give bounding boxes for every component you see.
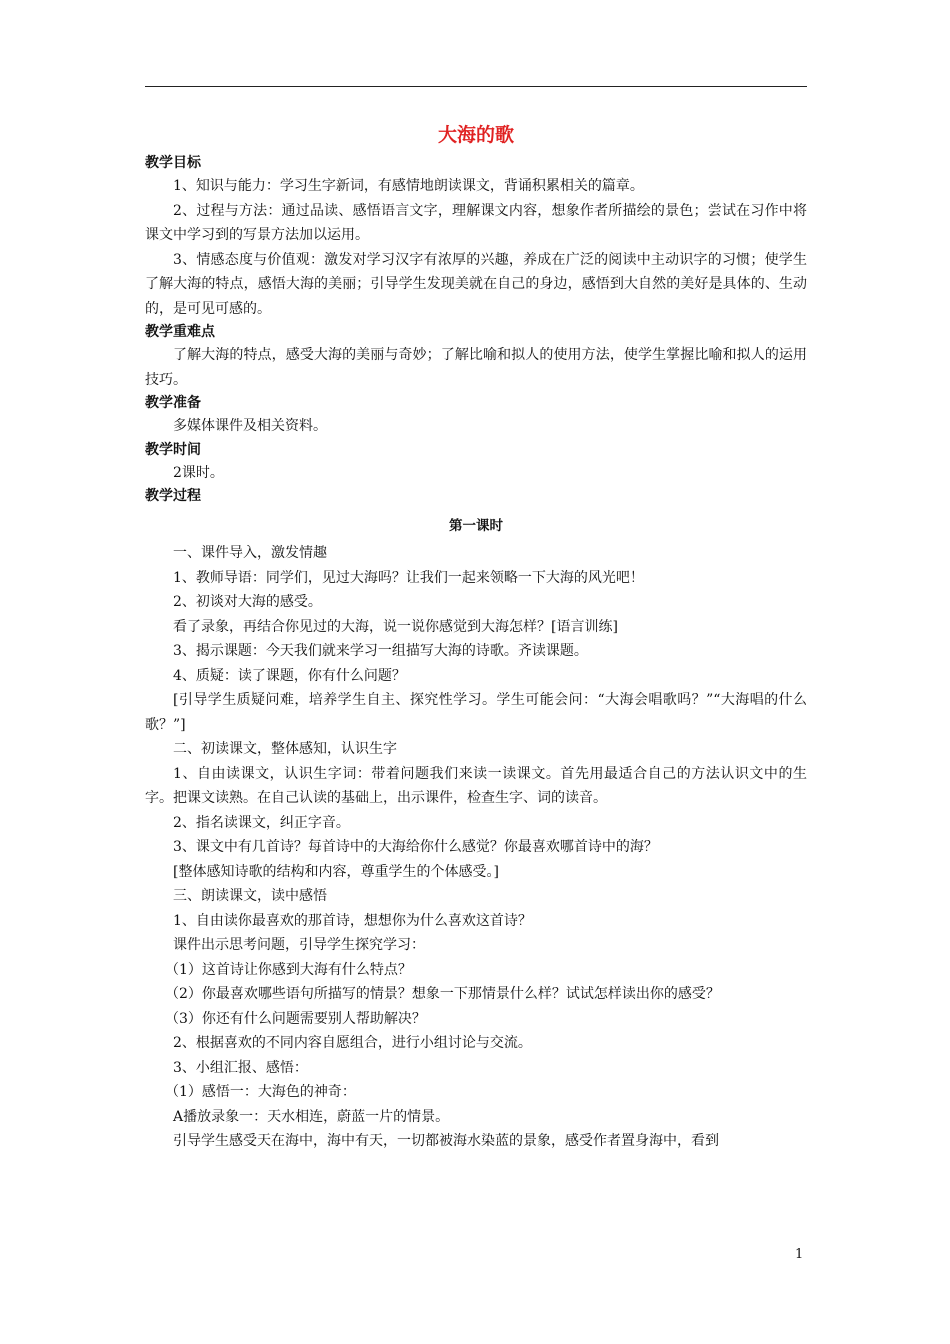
process-line: 1、自由读你最喜欢的那首诗，想想你为什么喜欢这首诗？	[173, 912, 532, 929]
key-points-text: 了解大海的特点，感受大海的美丽与奇妙；了解比喻和拟人的使用方法，使学生掌握比喻和拟人的运用技巧。	[145, 347, 807, 388]
process-line: 3、揭示课题：今天我们就来学习一组描写大海的诗歌。齐读课题。	[173, 643, 588, 659]
process-line: 3、小组汇报、感悟：	[173, 1059, 308, 1076]
lesson-title: 第一课时	[449, 518, 503, 534]
process-line: 1、自由读课文，认识生字词：带着问题我们来读一读课文。首先用最适合自己的方法认识文中的生字。把课文读熟。在自己认读的基础上，出示课件，检查生字、词的读音。	[145, 765, 807, 806]
section-heading-goals: 教学目标	[145, 155, 201, 171]
time-text: 2课时。	[173, 464, 224, 481]
process-line: 3、课文中有几首诗？每首诗中的大海给你什么感觉？你最喜欢哪首诗中的海？	[173, 839, 658, 855]
process-line: 2、指名读课文，纠正字音。	[173, 814, 350, 831]
page-number: 1	[795, 1247, 804, 1262]
process-line: [整体感知诗歌的结构和内容，尊重学生的个体感受。]	[173, 863, 499, 880]
document-title: 大海的歌	[437, 124, 514, 146]
process-line: 2、初谈对大海的感受。	[173, 594, 322, 610]
goal-item: 1、知识与能力：学习生字新词，有感情地朗读课文，背诵积累相关的篇章。	[173, 178, 644, 194]
process-line: 2、根据喜欢的不同内容自愿组合，进行小组讨论与交流。	[173, 1035, 532, 1051]
section-heading-key-points: 教学重难点	[145, 324, 215, 340]
section-heading-process: 教学过程	[145, 488, 201, 504]
header-rule	[145, 86, 807, 87]
process-line: （1）感悟一：大海色的神奇：	[165, 1084, 356, 1100]
process-line: 看了录象，再结合你见过的大海，说一说你感觉到大海怎样？[语言训练]	[173, 618, 618, 635]
preparation-text: 多媒体课件及相关资料。	[173, 418, 327, 434]
process-line: A播放录象一：天水相连，蔚蓝一片的情景。	[173, 1108, 450, 1125]
process-line: 一、课件导入，激发情趣	[173, 545, 327, 561]
section-heading-time: 教学时间	[145, 441, 201, 458]
process-line: （3）你还有什么问题需要别人帮助解决？	[165, 1010, 426, 1027]
section-heading-preparation: 教学准备	[145, 395, 201, 411]
process-line: 课件出示思考问题，引导学生探究学习：	[173, 937, 425, 953]
process-line: （1）这首诗让你感到大海有什么特点？	[165, 961, 412, 978]
goal-item: 2、过程与方法：通过品读、感悟语言文字，理解课文内容，想象作者所描绘的景色；尝试在习作中将课文中学习到的写景方法加以运用。	[145, 202, 807, 243]
process-line: 1、教师导语：同学们，见过大海吗？让我们一起来领略一下大海的风光吧！	[173, 569, 644, 586]
process-line: （2）你最喜欢哪些语句所描写的情景？想象一下那情景什么样？试试怎样读出你的感受？	[165, 986, 720, 1002]
process-line: [引导学生质疑问难，培养学生自主、探究性学习。学生可能会问：“大海会唱歌吗？”“大海唱的什么歌？”]	[145, 692, 807, 733]
document-body	[145, 120, 807, 1154]
process-line: 4、质疑：读了课题，你有什么问题？	[173, 667, 406, 684]
process-line: 二、初读课文，整体感知，认识生字	[173, 741, 397, 757]
process-line: 三、朗读课文，读中感悟	[173, 888, 327, 904]
goal-item: 3、情感态度与价值观：激发对学习汉字有浓厚的兴趣，养成在广泛的阅读中主动识字的习惯；使学生了解大海的特点，感悟大海的美丽；引导学生发现美就在自己的身边，感悟到大自然的美好是具体的、生动的，是可见可感的。	[145, 251, 807, 317]
process-line: 引导学生感受天在海中，海中有天，一切都被海水染蓝的景象，感受作者置身海中，看到	[173, 1133, 719, 1149]
